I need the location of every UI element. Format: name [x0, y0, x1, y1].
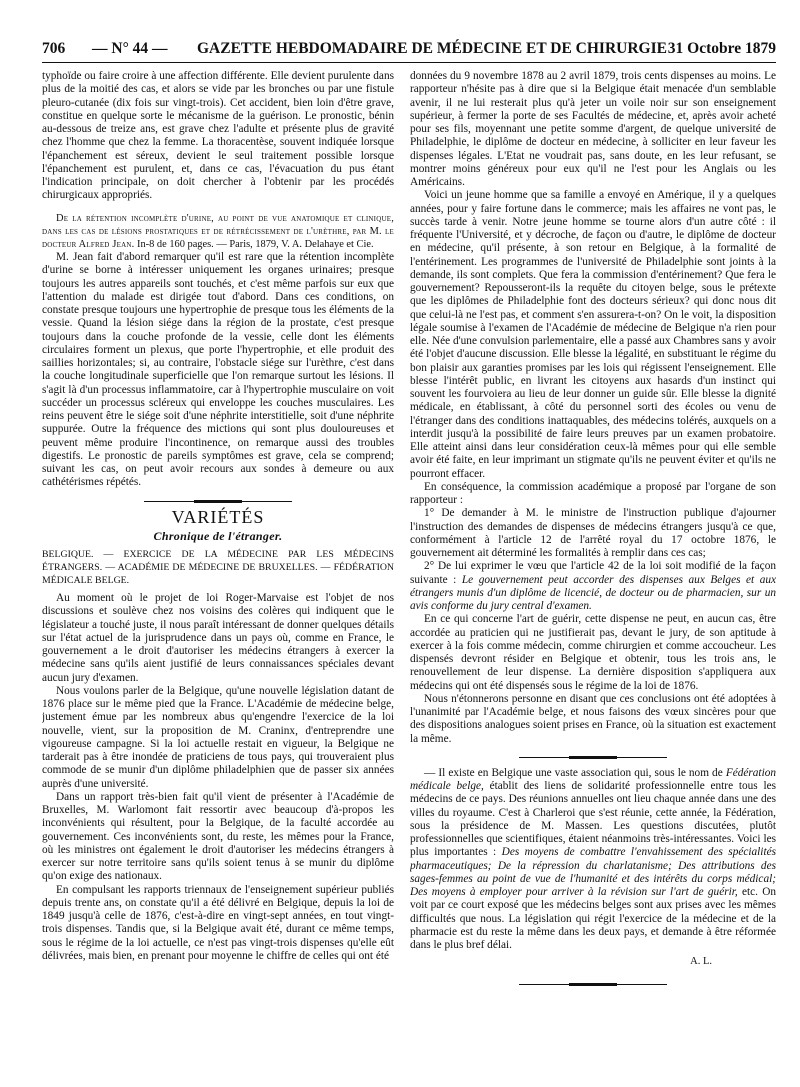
paragraph: Au moment où le projet de loi Roger-Marvaise est l'objet de nos discussions et soulève chez nos voisins des colères qui indiquent que le législateur a touché juste, il nous paraît intéressant de donner quelques détails sur l'état actuel de la jurisprudence dans un pays où, comme en France, le gouvernement a le droit d'autoriser les médecins étrangers à exercer la médecine sans qu'ils aient justifié de leurs connaissances spéciales devant aucun jury d'examen.	[42, 592, 394, 684]
paragraph: Nous n'étonnerons personne en disant que ces conclusions ont été adoptées à l'unanimité par l'Académie belge, et nous faisons des vœux sincères pour que des dispositions analogues soient prises en France, où la situation est exactement la même.	[410, 692, 776, 745]
book-review-heading	[42, 212, 394, 252]
paragraph: Dans un rapport très-bien fait qu'il vient de présenter à l'Académie de Bruxelles, M. Warlomont fait ressortir avec beaucoup d'à-propos les inconvénients qui résultent, pour la Belgique, de la faculté accordée au gouvernement. Ces inconvénients sont, du reste, les mêmes pour la France, où les ministres ont également le droit d'autoriser les médecins étrangers à exercer sur notre territoire sans qu'ils soient tenus à se munir du diplôme qu'on exige des nationaux.	[42, 790, 394, 883]
paragraph: En compulsant les rapports triennaux de l'enseignement supérieur publiés depuis trente ans, on constate qu'il a été délivré en Belgique, depuis la loi de 1849 jusqu'à celle de 1876, c'est-à-dire en vingt-sept années, en tout vingt-trois dispenses. Tandis que, si la Belgique avait été, durant ce même temps, sous le régime de la loi actuelle, ce n'est pas vingt-trois dispenses qu'elle eût délivrées, mais bien, en prenant pour moyenne le chiffre de celles qui ont été	[42, 883, 394, 962]
review-biblio: In-8 de 160 pages. — Paris, 1879, V. A. Delahaye et Cie.	[137, 238, 374, 250]
paragraph	[410, 560, 776, 613]
paragraph: Nous voulons parler de la Belgique, qu'une nouvelle législation datant de 1876 place sur le même pied que la France. L'Académie de médecine belge, justement émue par les nombreux abus qu'engendre l'exercice de la loi nouvelle, vient, sur la proposition de M. Craninx, d'entreprendre une vigoureuse campagne. Si la loi actuelle restait en vigueur, la Belgique ne tarderait pas à être inondée de praticiens de tous pays, qui trouveraient plus commode de se munir d'un diplôme philadelphien que de passer six années auprès d'une université.	[42, 684, 394, 790]
left-column	[42, 70, 394, 1072]
section-divider	[410, 756, 776, 759]
issue-number: — N° 44 —	[92, 40, 168, 57]
issue-date: 31 Octobre 1879	[667, 40, 776, 57]
end-divider	[410, 983, 776, 986]
paragraph: En conséquence, la commission académique a proposé par l'organe de son rapporteur :	[410, 480, 776, 506]
signature: A. L.	[690, 956, 712, 968]
paragraph	[410, 767, 776, 953]
section-title: VARIÉTÉS	[171, 506, 265, 527]
rubric: BELGIQUE. — EXERCICE DE LA MÉDECINE PAR LES MÉDECINS ÉTRANGERS. — ACADÉMIE DE MÉDECINE DE BRUXELLES. — FÉDÉRATION MÉDICALE BELGE.	[42, 549, 394, 587]
paragraph: Voici un jeune homme que sa famille a envoyé en Amérique, il y a quelques années, pour y faire fortune dans le commerce; mais les affaires ne vont pas, le succès tarde à venir. Notre jeune homme se tourne alors d'un autre côté : il fréquente l'Université, et y décroche, de façon ou d'autre, le diplôme de docteur en médecine, qu'il présente, à son retour en Belgique, à la formalité de l'entérinement. Les programmes de l'université de Philadelphie sont joints à la demande, ils sont complets. Que fera la commission d'entérinement? Que fera le gouvernement? Repousseront-ils la requête du citoyen belge, sous le prétexte que les diplômes de Philadelphie font des docteurs sérieux? qui donc nous dit que celui-là ne l'est pas, et comment s'en assurera-t-on? On le voit, la disposition légale soumise à l'examen de l'Académie de médecine de Belgique n'a rien pour elle. Née d'une convulsion parlementaire, elle a passé aux Chambres sans y avoir été l'objet d'aucune discussion. Elle blesse la légalité, en substituant le régime du bon plaisir aux garanties promises par les lois qui régissent l'enseignement. Elle blesse l'intérêt public, en livrant les citoyens aux hasards d'un instinct qui souvent les fourvoiera au lieu de leur donner un guide sûr. Elle blesse la dignité médicale, en établissant, à côté du personnel sorti des écoles ou venu de l'étranger dans des conditions inattaquables, des médecins tolérés, auxquels on a interdit jusqu'à la possibilité de faire leurs preuves par un examen probatoire. Elle atteint ainsi dans leur considération ceux-là mêmes pour qui elle semble avoir été faite, en leur imprimant un stigmate qu'ils ne peuvent éviter et qu'ils ne pourront effacer.	[410, 189, 776, 480]
text-run: — Il existe en Belgique une vaste association qui, sous le nom de	[424, 766, 723, 779]
paragraph: 1° De demander à M. le ministre de l'instruction publique d'ajourner l'instruction des demandes de dispenses de médecins étrangers jusqu'à ce que, conformément à l'article 12 de l'arrêté royal du 17 octobre 1876, le gouvernement ait déterminé les formalités à remplir dans ces cas;	[410, 507, 776, 559]
section-divider	[42, 500, 394, 503]
italic-run: Fédération médicale belge,	[410, 766, 776, 792]
running-header	[42, 36, 776, 62]
italic-run: Des moyens de combattre l'envahissement des spécialités pharmaceutiques; De la répression du charlatanisme; Des attributions des sages-femmes au point de vue de l'humanité et des intérêts du corps médical; Des moyens à employer pour arriver à la révision sur l'art de guérir,	[410, 846, 776, 898]
page-number: 706	[42, 40, 66, 57]
text-run: etc. On voit par ce court exposé que les médecins belges sont aux prises avec les mêmes difficultés que nous. La législation qui régit l'exercice de la médecine et de la pharmacie est du reste la même dans les deux pays, et demande à être réformée dans le plus bref délai.	[410, 886, 776, 951]
right-column	[410, 70, 776, 1072]
text-run: 2° De lui exprimer le vœu que l'article 42 de la loi soit modifié de la façon suivante :	[410, 560, 776, 586]
review-title: De la rétention incomplète d'urine, au point de vue anatomique et clinique, dans les cas de lésions prostatiques et de rétrécissement de l'urèthre, par M. le docteur Alfred Jean.	[42, 212, 394, 250]
journal-title: GAZETTE HEBDOMADAIRE DE MÉDECINE ET DE CHIRURGIE	[197, 40, 667, 57]
header-rule	[42, 62, 776, 63]
paragraph: typhoïde ou faire croire à une affection différente. Elle devient purulente dans plus de la moitié des cas, et alors se vide par les bronches ou par une fistule pleuro-cutanée (dix fois sur vingt-trois). Cet accident, bien loin d'être grave, constitue en quelque sorte le mécanisme de la guérison. Le pronostic, bénin au-dessous de treize ans, est grave chez l'adulte et présente plus de gravité chez l'homme que chez la femme. La thoracentèse, souvent indiquée lorsque l'épanchement est séreux, devient le seul traitement possible lorsque l'épanchement est purulent, et, dans ce cas, l'évacuation du pus étant l'indication principale, on doit chercher à l'obtenir par les procédés chirurgicaux appropriés.	[42, 70, 394, 202]
paragraph: En ce qui concerne l'art de guérir, cette dispense ne peut, en aucun cas, être accordée au praticien qui ne justifierait pas, devant le jury, de son aptitude à exercer à la fois comme médecin, comme chirurgien et comme accoucheur. Les dispensés devront résider en Belgique et obtenir, tous les trois ans, le renouvellement de leur dispense. La dernière disposition s'appliquera aux médecins qui ont été dispensés sous le régime de la loi de 1876.	[410, 613, 776, 692]
italic-quote: Le gouvernement peut accorder des dispenses aux Belges et aux étrangers munis d'un diplôme de licencié, de docteur ou de pharmacien, sur un avis conforme du jury central d'examen.	[410, 573, 776, 612]
text-run: établit des liens de solidarité professionnelle entre tous les médecins de ce pays. Des réunions annuelles ont lieu chaque année dans une des villes du royaume. C'est à Charleroi que s'est réunie, cette année, la Fédération, sous la présidence de M. Massen. Les questions discutées, plutôt professionnelles que scientifiques, étaient néanmoins très-intéressantes. Voici les plus importantes :	[410, 780, 776, 859]
paragraph: données du 9 novembre 1878 au 2 avril 1879, trois cents dispenses au moins. Le rapporteur n'hésite pas à dire que si la Belgique était menacée d'un semblable avenir, il ne lui resterait plus qu'à jeter un voile noir sur son enseignement supérieur, à fermer la porte de ses Facultés de médecine, et, après avoir acheté pour ses fils, moyennant une petite somme d'argent, de quelque université de Philadelphie, le diplôme de docteur en médecine, à solliciter en leur faveur les dispenses légales. L'Etat ne voudrait pas, sans doute, en les leur refusant, se montrer moins généreux pour eux qu'il ne l'est pour les Anglais ou les Américains.	[410, 70, 776, 188]
subsection-title: Chronique de l'étranger.	[153, 528, 283, 543]
paragraph: M. Jean fait d'abord remarquer qu'il est rare que la rétention incomplète d'urine se borne à intéresser uniquement les organes urinaires; presque toujours les autres appareils sont touchés, et c'est même parfois sur eux que l'attention du malade est dirigée tout d'abord. Dans ces conditions, on constate presque toujours une hypertrophie de presque tous les éléments de la vessie. Quand la lésion siége dans la région de la prostate, c'est presque toujours dans la couche profonde de la vessie, celle dont les éléments circulaires forment un plexus, que porte l'hypertrophie, et elle produit des saillies horizontales; si, au contraire, l'obstacle siége sur l'urèthre, c'est dans la couche longitudinale superficielle que l'on remarque surtout les lésions. Il s'agit là d'un processus inflammatoire, car à l'hypertrophie musculaire on voit succéder un processus scléreux qui enveloppe les couches musculaires. Les reins peuvent être le siége soit d'une néphrite interstitielle, soit d'une néphrite suppurée. Outre la fréquence des mictions qui sont plus douloureuses et peuvent même produire l'incontinence, on remarque aussi des troubles digestifs. Le pronostic de pareils symptômes est grave, cela se comprend; suivant les cas, on peut avoir recours aux sondes à demeure ou aux cathétérismes répétés.	[42, 251, 394, 489]
